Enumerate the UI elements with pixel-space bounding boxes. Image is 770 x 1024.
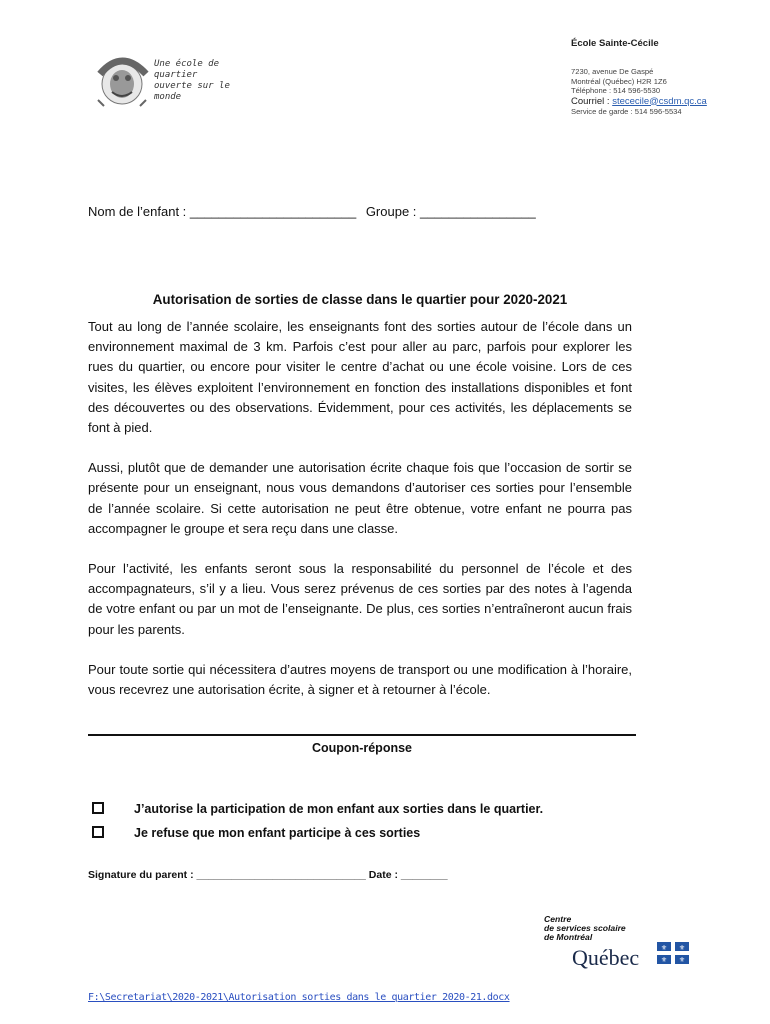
school-email-line [571,96,751,107]
document-title [0,292,720,307]
paragraph-4: Pour toute sortie qui nécessitera d’autres moyens de transport ou une modification à l’horaire, vous recevrez une autorisation écrite, à signer et à retourner à l’école. [88,661,632,698]
coupon-title: Coupon-réponse [312,741,412,755]
school-logo [92,46,262,116]
signature-line[interactable]: Signature du parent : _____________________________ Date : ________ [88,869,448,881]
file-path-footer[interactable]: F:\Secretariat\2020-2021\Autorisation sorties dans le quartier 2020-21.docx [88,992,510,1003]
css-logo-line-1: Centre [544,914,572,924]
school-email-link[interactable]: stececile@csdm.qc.ca [612,95,707,107]
child-info-line [88,204,536,219]
option-accept[interactable] [92,802,543,816]
school-address-2: Montréal (Québec) H2R 1Z6 [571,76,667,86]
quebec-flag-icon [657,942,689,964]
school-daycare: Service de garde : 514 596-5534 [571,106,682,116]
paragraph-3: Pour l’activité, les enfants seront sous la responsabilité du personnel de l’école et des accompagnateurs, s’il y a lieu. Vous serez prévenus de ces sorties par des notes à l’agenda de votre enfant ou par un mot de l’enseignante. De plus, ces sorties n’entraîneront aucun frais pour les parents. [88,561,632,637]
child-group-field[interactable]: Groupe : ________________ [365,204,536,219]
css-montreal-logo [544,915,694,970]
document-title-text: Autorisation de sorties de classe dans le quartier pour 2020-2021 [152,292,568,307]
logo-tagline-line-2: ouverte sur le monde [154,81,230,102]
svg-text:⚜: ⚜ [678,944,686,952]
option-accept-label: J’autorise la participation de mon enfant aux sorties dans le quartier. [134,802,544,816]
quebec-wordmark: Québec [572,945,640,970]
school-emblem-icon [92,46,154,112]
option-refuse[interactable] [92,826,420,840]
logo-tagline-line-1: Une école de quartier [154,59,220,80]
document-body [88,317,632,720]
checkbox-accept[interactable] [92,802,104,814]
svg-text:⚜: ⚜ [678,956,686,964]
checkbox-refuse[interactable] [92,826,104,838]
svg-text:⚜: ⚜ [660,956,668,964]
school-phone: Téléphone : 514 596-5530 [571,86,661,95]
school-info [571,38,751,116]
css-logo-line-2: de services scolaire [544,923,626,933]
paragraph-1: Tout au long de l’année scolaire, les enseignants font des sorties autour de l’école dans un environnement maximal de 3 km. Parfois c’est pour aller au parc, parfois pour explorer les rues du quartier, ou encore pour visiter le centre d’achat ou une école voisine. Lors de ces visites, les élèves exploitent l’environnement en fonction des installations disponibles et font des découvertes ou des observations. Évidemment, pour ces activités, les déplacements se font à pied. [88,319,632,436]
paragraph-2: Aussi, plutôt que de demander une autorisation écrite chaque fois que l’occasion de sortir se présente pour un enseignant, nous vous demandons d’autoriser ces sorties pour l’ensemble de l’année scolaire. Si cette autorisation ne peut être obtenue, votre enfant ne pourra pas accompagner le groupe et sera reçu dans une classe. [88,460,632,536]
option-refuse-label: Je refuse que mon enfant participe à ces sorties [134,826,421,840]
child-name-field[interactable]: Nom de l’enfant : _______________________ [88,204,357,219]
coupon-divider [88,734,636,736]
logo-tagline [154,59,262,103]
school-name: École Sainte-Cécile [571,38,659,49]
school-address-1: 7230, avenue De Gaspé [571,67,654,76]
css-logo-line-3: de Montréal [544,932,593,942]
school-email-label: Courriel : [571,95,613,107]
svg-text:⚜: ⚜ [660,944,668,952]
